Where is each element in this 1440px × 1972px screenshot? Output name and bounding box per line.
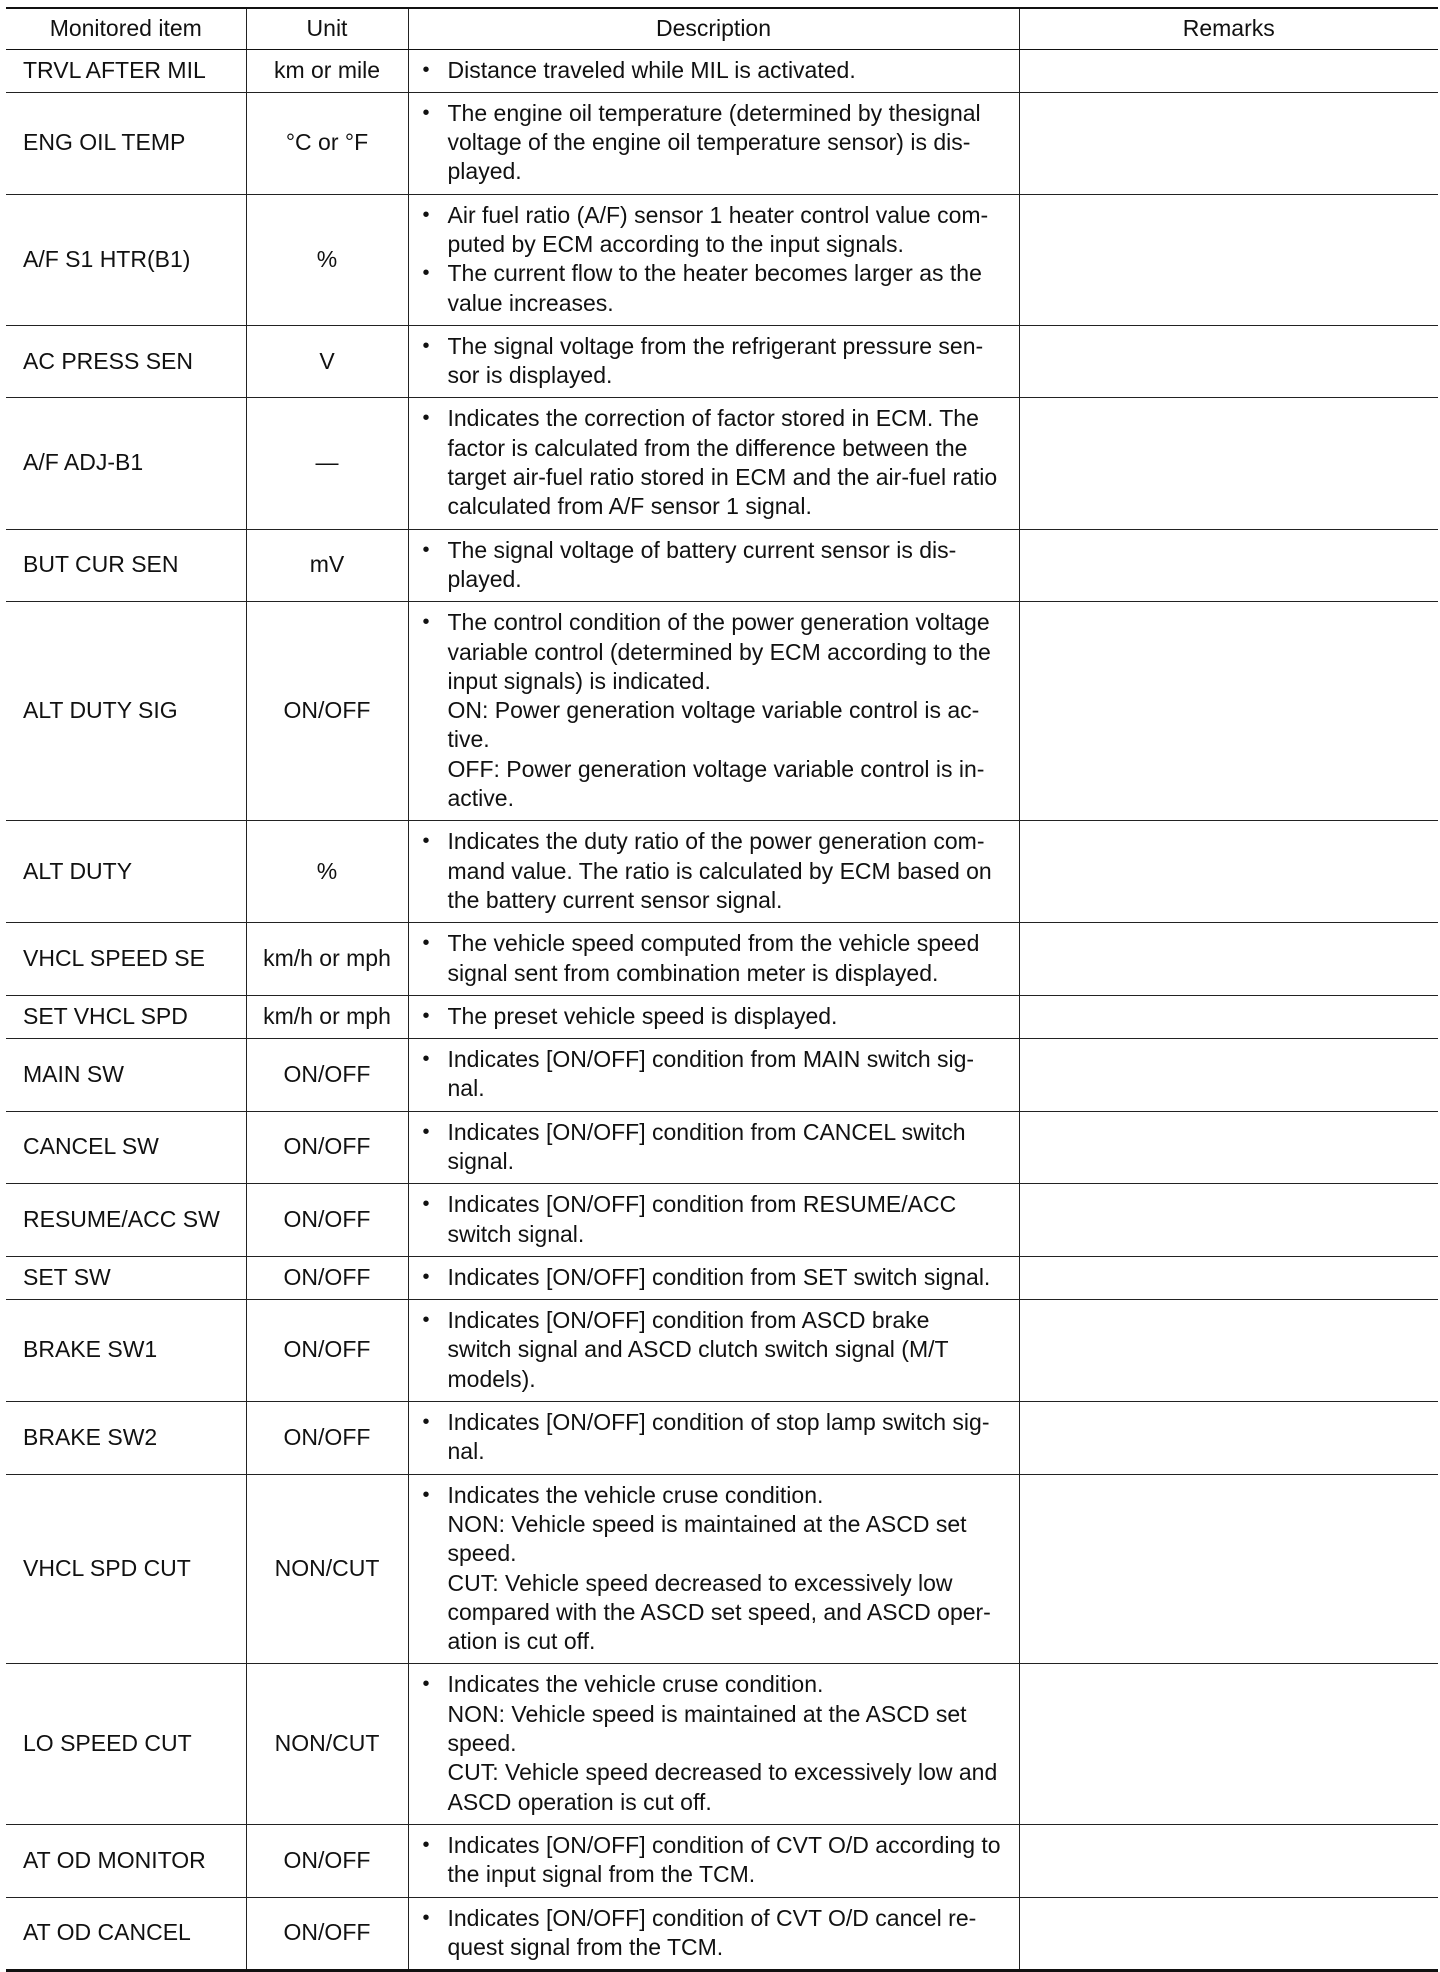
description-text-line: voltage of the engine oil temperature sensor) is dis- (447, 129, 971, 156)
description-text-line: OFF: Power generation voltage variable control is in- (447, 755, 985, 782)
description-bullet (423, 1002, 1013, 1031)
description-text-line: switch signal and ASCD clutch switch signal (M/T (447, 1336, 949, 1363)
description-text-line: • Indicates [ON/OFF] condition from CANCEL switch (447, 1118, 966, 1145)
description-bullet (423, 332, 1013, 391)
monitored-item-cell: ALT DUTY SIG (6, 602, 246, 821)
unit-cell: mV (246, 529, 408, 602)
description-text-line: compared with the ASCD set speed, and ASCD oper- (447, 1598, 991, 1625)
description-text-line: ation is cut off. (447, 1628, 596, 1655)
table-row (6, 995, 1438, 1038)
description-text-line: nal. (447, 1438, 485, 1465)
description-bullet-list (423, 1190, 1013, 1249)
description-text-line: value increases. (447, 289, 614, 316)
description-text-line: • Indicates the vehicle cruse condition. (447, 1481, 824, 1508)
description-bullet (423, 1118, 1013, 1177)
description-cell (408, 1897, 1019, 1971)
description-text-line: signal. (447, 1148, 514, 1174)
description-bullet (423, 608, 1013, 813)
remarks-cell (1019, 49, 1438, 92)
description-bullet (423, 1190, 1013, 1249)
remarks-cell (1019, 1256, 1438, 1299)
description-cell (408, 194, 1019, 325)
table-row (6, 1039, 1438, 1112)
unit-cell: ON/OFF (246, 1897, 408, 1971)
unit-cell: ON/OFF (246, 1256, 408, 1299)
description-bullet (423, 1263, 1013, 1292)
table-row (6, 1897, 1438, 1971)
monitored-item-cell: A/F ADJ-B1 (6, 398, 246, 529)
unit-cell: % (246, 194, 408, 325)
remarks-cell (1019, 1300, 1438, 1402)
table-row (6, 1256, 1438, 1299)
description-cell (408, 1184, 1019, 1257)
table-row (6, 923, 1438, 996)
description-cell (408, 1824, 1019, 1897)
unit-cell: NON/CUT (246, 1664, 408, 1824)
unit-cell: ON/OFF (246, 1111, 408, 1184)
monitored-item-cell: SET SW (6, 1256, 246, 1299)
unit-cell: NON/CUT (246, 1474, 408, 1664)
unit-cell: ON/OFF (246, 1402, 408, 1475)
description-text-line: played. (447, 565, 522, 592)
description-bullet-list (423, 536, 1013, 595)
table-row (6, 529, 1438, 602)
description-text-line: • Air fuel ratio (A/F) sensor 1 heater control value com- (447, 201, 989, 228)
unit-cell: ON/OFF (246, 1824, 408, 1897)
unit-cell: % (246, 821, 408, 923)
remarks-cell (1019, 821, 1438, 923)
description-bullet (423, 404, 1013, 521)
description-bullet (423, 1904, 1013, 1963)
description-text-line: target air-fuel ratio stored in ECM and the air-fuel ratio (447, 464, 998, 491)
description-bullet (423, 929, 1013, 988)
description-cell (408, 92, 1019, 194)
description-bullet-list (423, 1408, 1013, 1467)
description-text-line: the input signal from the TCM. (447, 1861, 756, 1888)
description-bullet-list (423, 404, 1013, 521)
description-cell (408, 1111, 1019, 1184)
description-cell (408, 1039, 1019, 1112)
header-remarks: Remarks (1019, 8, 1438, 49)
header-monitored-item: Monitored item (6, 8, 246, 49)
description-bullet (423, 536, 1013, 595)
description-text-line: • The current flow to the heater becomes larger as the (447, 260, 982, 287)
monitored-item-cell: AT OD MONITOR (6, 1824, 246, 1897)
unit-cell: ON/OFF (246, 1039, 408, 1112)
remarks-cell (1019, 398, 1438, 529)
description-cell (408, 602, 1019, 821)
remarks-cell (1019, 1824, 1438, 1897)
remarks-cell (1019, 1664, 1438, 1824)
description-bullet-list (423, 1831, 1013, 1890)
monitored-item-cell: VHCL SPEED SE (6, 923, 246, 996)
description-bullet-list (423, 99, 1013, 187)
monitored-item-cell: BUT CUR SEN (6, 529, 246, 602)
description-bullet-list (423, 201, 1013, 318)
description-bullet (423, 827, 1013, 915)
description-bullet-list (423, 332, 1013, 391)
description-text-line: • The preset vehicle speed is displayed. (447, 1002, 838, 1029)
description-text-line: speed. (447, 1540, 517, 1567)
description-cell (408, 995, 1019, 1038)
description-text-line: puted by ECM according to the input signals. (447, 230, 904, 257)
monitored-item-cell: BRAKE SW2 (6, 1402, 246, 1475)
monitored-item-cell: RESUME/ACC SW (6, 1184, 246, 1257)
description-text-line: CUT: Vehicle speed decreased to excessively low (447, 1569, 953, 1596)
table-row (6, 602, 1438, 821)
description-text-line: • The signal voltage of battery current sensor is dis- (447, 536, 957, 563)
description-text-line: mand value. The ratio is calculated by ECM based on (447, 857, 992, 884)
description-bullet (423, 201, 1013, 260)
monitored-item-cell: ALT DUTY (6, 821, 246, 923)
unit-cell: °C or °F (246, 92, 408, 194)
description-bullet-list (423, 1045, 1013, 1104)
description-text-line: NON: Vehicle speed is maintained at the ASCD set (447, 1510, 967, 1537)
unit-cell: ON/OFF (246, 1184, 408, 1257)
description-text-line: nal. (447, 1075, 485, 1102)
description-text-line: • The vehicle speed computed from the vehicle speed (447, 930, 980, 957)
description-cell (408, 1256, 1019, 1299)
description-bullet (423, 1481, 1013, 1657)
unit-cell: km/h or mph (246, 923, 408, 996)
description-bullet-list (423, 1263, 1013, 1292)
monitored-item-cell: MAIN SW (6, 1039, 246, 1112)
description-text-line: played. (447, 158, 522, 185)
table-row (6, 1402, 1438, 1475)
description-bullet-list (423, 827, 1013, 915)
remarks-cell (1019, 602, 1438, 821)
description-bullet (423, 99, 1013, 187)
table-row (6, 194, 1438, 325)
table-row (6, 1664, 1438, 1824)
description-cell (408, 923, 1019, 996)
description-bullet (423, 1670, 1013, 1816)
description-text-line: active. (447, 785, 514, 812)
description-text-line: the battery current sensor signal. (447, 886, 783, 913)
monitored-item-cell: SET VHCL SPD (6, 995, 246, 1038)
table-row (6, 1111, 1438, 1184)
description-text-line: quest signal from the TCM. (447, 1933, 724, 1960)
table-row (6, 49, 1438, 92)
description-cell (408, 529, 1019, 602)
description-bullet-list (423, 1904, 1013, 1963)
table-row (6, 398, 1438, 529)
description-text-line: sor is displayed. (447, 362, 613, 389)
description-text-line: • Distance traveled while MIL is activated. (447, 56, 856, 83)
unit-cell: ON/OFF (246, 602, 408, 821)
remarks-cell (1019, 1897, 1438, 1971)
remarks-cell (1019, 1184, 1438, 1257)
description-bullet (423, 1831, 1013, 1890)
table-row (6, 92, 1438, 194)
description-bullet (423, 1408, 1013, 1467)
description-bullet-list (423, 1481, 1013, 1657)
description-text-line: speed. (447, 1730, 517, 1757)
monitored-item-cell: ENG OIL TEMP (6, 92, 246, 194)
header-unit: Unit (246, 8, 408, 49)
description-cell (408, 1300, 1019, 1402)
description-text-line: • Indicates the vehicle cruse condition. (447, 1671, 824, 1698)
monitored-item-cell: VHCL SPD CUT (6, 1474, 246, 1664)
monitor-item-table (6, 7, 1438, 1972)
monitored-item-cell: BRAKE SW1 (6, 1300, 246, 1402)
unit-cell: km or mile (246, 49, 408, 92)
description-bullet-list (423, 56, 1013, 85)
description-text-line: • The signal voltage from the refrigerant pressure sen- (447, 332, 984, 359)
monitored-item-cell: A/F S1 HTR(B1) (6, 194, 246, 325)
description-text-line: • Indicates [ON/OFF] condition from ASCD brake (447, 1307, 930, 1334)
description-text-line: ON: Power generation voltage variable control is ac- (447, 697, 980, 724)
table-header-row (6, 8, 1438, 49)
description-text-line: • Indicates [ON/OFF] condition of CVT O/D according to (447, 1831, 1001, 1858)
remarks-cell (1019, 1474, 1438, 1664)
description-text-line: signal sent from combination meter is displayed. (447, 959, 939, 986)
document-page (6, 7, 1438, 1972)
table-row (6, 325, 1438, 398)
monitored-item-cell: LO SPEED CUT (6, 1664, 246, 1824)
remarks-cell (1019, 325, 1438, 398)
description-text-line: calculated from A/F sensor 1 signal. (447, 493, 812, 520)
unit-cell: ON/OFF (246, 1300, 408, 1402)
description-bullet-list (423, 929, 1013, 988)
monitored-item-cell: AC PRESS SEN (6, 325, 246, 398)
description-text-line: switch signal. (447, 1220, 585, 1247)
table-row (6, 1824, 1438, 1897)
table-body (6, 49, 1438, 1971)
monitored-item-cell: CANCEL SW (6, 1111, 246, 1184)
remarks-cell (1019, 194, 1438, 325)
description-text-line: factor is calculated from the difference between the (447, 434, 968, 461)
description-text-line: • Indicates [ON/OFF] condition of stop lamp switch sig- (447, 1409, 990, 1436)
description-bullet (423, 259, 1013, 318)
description-cell (408, 398, 1019, 529)
description-cell (408, 325, 1019, 398)
table-row (6, 821, 1438, 923)
description-bullet (423, 1306, 1013, 1394)
monitored-item-cell: TRVL AFTER MIL (6, 49, 246, 92)
description-cell (408, 49, 1019, 92)
table-row (6, 1300, 1438, 1402)
description-text-line: • Indicates the correction of factor stored in ECM. The (447, 405, 979, 432)
unit-cell: V (246, 325, 408, 398)
description-text-line: variable control (determined by ECM according to the (447, 638, 991, 665)
description-text-line: • The engine oil temperature (determined by thesignal (447, 99, 981, 126)
description-bullet-list (423, 1306, 1013, 1394)
remarks-cell (1019, 92, 1438, 194)
unit-cell: km/h or mph (246, 995, 408, 1038)
remarks-cell (1019, 529, 1438, 602)
remarks-cell (1019, 923, 1438, 996)
description-text-line: • Indicates the duty ratio of the power generation com- (447, 828, 985, 855)
table-row (6, 1474, 1438, 1664)
description-bullet-list (423, 608, 1013, 813)
table-row (6, 1184, 1438, 1257)
description-text-line: • Indicates [ON/OFF] condition of CVT O/D cancel re- (447, 1904, 977, 1931)
monitored-item-cell: AT OD CANCEL (6, 1897, 246, 1971)
description-text-line: input signals) is indicated. (447, 667, 711, 694)
description-text-line: CUT: Vehicle speed decreased to excessively low and (447, 1759, 998, 1786)
description-bullet-list (423, 1670, 1013, 1816)
description-bullet-list (423, 1118, 1013, 1177)
remarks-cell (1019, 1039, 1438, 1112)
description-bullet (423, 1045, 1013, 1104)
description-text-line: • The control condition of the power generation voltage (447, 609, 990, 636)
description-cell (408, 821, 1019, 923)
description-text-line: ASCD operation is cut off. (447, 1788, 712, 1815)
description-text-line: models). (447, 1365, 536, 1392)
description-bullet-list (423, 1002, 1013, 1031)
description-text-line: • Indicates [ON/OFF] condition from MAIN switch sig- (447, 1046, 975, 1073)
header-description: Description (408, 8, 1019, 49)
unit-cell: — (246, 398, 408, 529)
description-bullet (423, 56, 1013, 85)
description-cell (408, 1474, 1019, 1664)
remarks-cell (1019, 1111, 1438, 1184)
description-text-line: • Indicates [ON/OFF] condition from RESUME/ACC (447, 1191, 957, 1218)
description-text-line: tive. (447, 726, 490, 753)
remarks-cell (1019, 1402, 1438, 1475)
description-cell (408, 1402, 1019, 1475)
description-cell (408, 1664, 1019, 1824)
remarks-cell (1019, 995, 1438, 1038)
description-text-line: • Indicates [ON/OFF] condition from SET switch signal. (447, 1263, 991, 1290)
description-text-line: NON: Vehicle speed is maintained at the ASCD set (447, 1700, 967, 1727)
